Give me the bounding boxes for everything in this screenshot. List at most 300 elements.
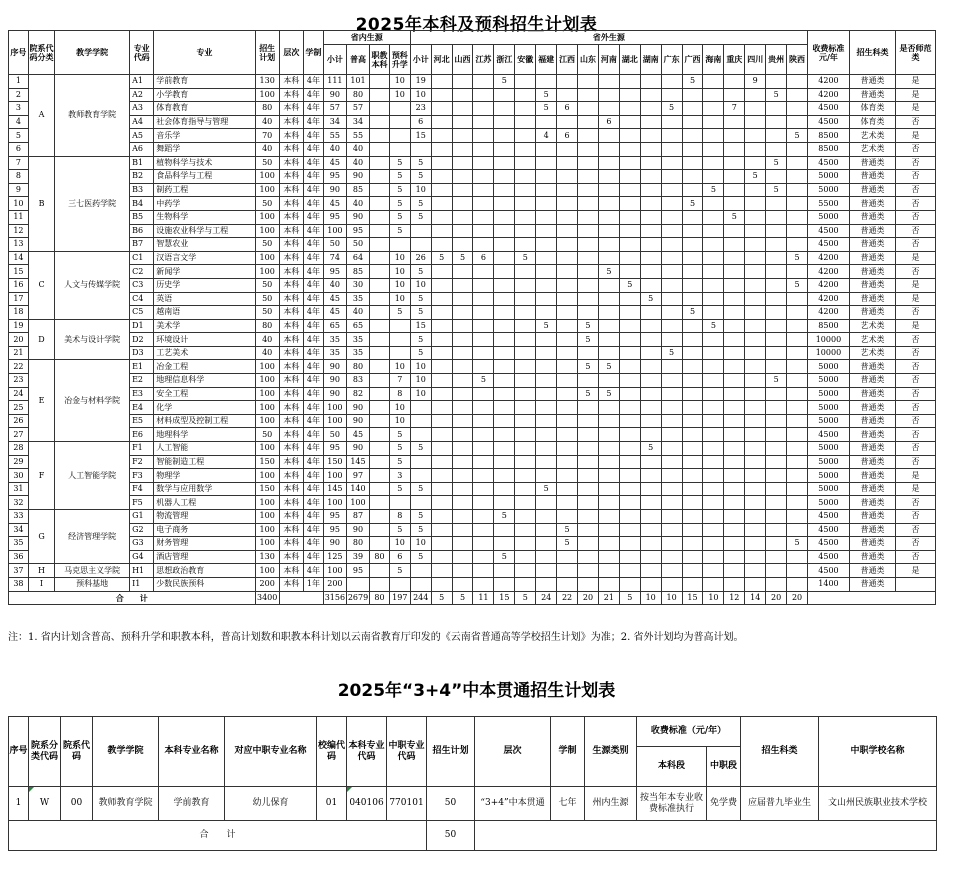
- row-province-count: [452, 387, 473, 401]
- row-seq: 13: [9, 238, 29, 252]
- row-province-count: [494, 564, 515, 578]
- row-fee: 4200: [808, 292, 850, 306]
- row-vocational: [370, 75, 390, 89]
- row-province-count: [536, 170, 557, 184]
- row-normal: 否: [896, 115, 936, 129]
- row-normal: 否: [896, 333, 936, 347]
- row-fee: 5000: [808, 469, 850, 483]
- row-major: 制药工程: [154, 183, 255, 197]
- table-row: [9, 428, 936, 442]
- row-province-count: [598, 319, 619, 333]
- row-province-count: [598, 442, 619, 456]
- row-province-count: [724, 333, 745, 347]
- row-province-count: [745, 251, 766, 265]
- row-vocational: [370, 319, 390, 333]
- row-prep: 10: [389, 401, 410, 415]
- row-province-count: [578, 115, 599, 129]
- row-plan: 100: [255, 387, 279, 401]
- row-major: 地理信息科学: [154, 374, 255, 388]
- row-vocational: [370, 401, 390, 415]
- row-province-count: [452, 306, 473, 320]
- row-province-count: [494, 428, 515, 442]
- row-plan: 50: [255, 278, 279, 292]
- row-province-count: [557, 88, 578, 102]
- row-province-count: [703, 401, 724, 415]
- row-province-count: [787, 197, 808, 211]
- row-province-count: [431, 210, 452, 224]
- row-fee: 5500: [808, 197, 850, 211]
- table-row: [9, 210, 936, 224]
- row-category: 普通类: [849, 401, 895, 415]
- row-major: 化学: [154, 401, 255, 415]
- row-fee: 5000: [808, 374, 850, 388]
- row-province-count: [598, 401, 619, 415]
- row-vocational: [370, 251, 390, 265]
- row-province-count: [557, 387, 578, 401]
- row-years: 4年: [304, 210, 324, 224]
- row-province-count: [598, 183, 619, 197]
- row-province-count: [724, 170, 745, 184]
- row-out-subtotal: 5: [410, 346, 431, 360]
- row-province-count: [494, 414, 515, 428]
- row-out-subtotal: 19: [410, 75, 431, 89]
- row-province-count: [431, 387, 452, 401]
- total-row: [9, 591, 936, 605]
- row-province-count: [578, 197, 599, 211]
- row-normal: 是: [896, 482, 936, 496]
- row-level: 本科: [279, 387, 303, 401]
- t1-h-province: 浙江: [494, 45, 515, 75]
- row-province-count: [536, 537, 557, 551]
- row-province-count: 5: [766, 88, 787, 102]
- row-province-count: [452, 224, 473, 238]
- row-province-count: [661, 319, 682, 333]
- row-province-count: [431, 428, 452, 442]
- row-province-count: 6: [598, 115, 619, 129]
- table-row: [9, 75, 936, 89]
- row-province-count: [536, 292, 557, 306]
- row-province-count: [766, 482, 787, 496]
- t1-h-province: 安徽: [515, 45, 536, 75]
- row-in-subtotal: 45: [323, 306, 346, 320]
- row-province-count: [766, 129, 787, 143]
- row-vocational: [370, 88, 390, 102]
- row-major: 智慧农业: [154, 238, 255, 252]
- row-seq: 26: [9, 414, 29, 428]
- t1-h-province: 四川: [745, 45, 766, 75]
- row-plan: 100: [255, 469, 279, 483]
- row-province-count: [640, 224, 661, 238]
- row-plan: 100: [255, 537, 279, 551]
- row-province-count: [473, 102, 494, 116]
- row-province-count: [431, 238, 452, 252]
- table-row: [9, 306, 936, 320]
- row-province-count: [598, 238, 619, 252]
- row-province-count: [515, 550, 536, 564]
- row-province-count: [452, 414, 473, 428]
- row-province-count: [452, 265, 473, 279]
- row-province-count: [494, 401, 515, 415]
- row-major-code: G3: [130, 537, 154, 551]
- t2-fee-zz: 免学费: [707, 787, 741, 821]
- row-in-subtotal: 90: [323, 374, 346, 388]
- row-province-count: [598, 156, 619, 170]
- row-province-count: [787, 577, 808, 591]
- row-years: 4年: [304, 523, 324, 537]
- row-province-count: [452, 496, 473, 510]
- row-fee: 5000: [808, 401, 850, 415]
- row-fee: 4500: [808, 537, 850, 551]
- row-out-subtotal: [410, 238, 431, 252]
- group-letter: G: [28, 510, 54, 564]
- row-normal: 否: [896, 306, 936, 320]
- row-prep: 6: [389, 550, 410, 564]
- row-province-count: 5: [724, 210, 745, 224]
- row-province-count: [431, 183, 452, 197]
- table-row: [9, 333, 936, 347]
- row-province-count: [766, 197, 787, 211]
- row-province-count: [703, 102, 724, 116]
- row-general: 57: [346, 102, 369, 116]
- row-province-count: [787, 428, 808, 442]
- row-plan: 100: [255, 360, 279, 374]
- row-province-count: [598, 88, 619, 102]
- row-province-count: [578, 238, 599, 252]
- row-province-count: [452, 319, 473, 333]
- row-general: 45: [346, 428, 369, 442]
- row-province-count: [682, 115, 703, 129]
- total-empty: [279, 591, 323, 605]
- t2-h-years: 学制: [551, 717, 585, 787]
- row-vocational: [370, 333, 390, 347]
- row-province-count: [703, 142, 724, 156]
- row-prep: 10: [389, 251, 410, 265]
- row-general: 83: [346, 374, 369, 388]
- row-seq: 30: [9, 469, 29, 483]
- row-province-count: [515, 455, 536, 469]
- row-vocational: [370, 170, 390, 184]
- row-province-count: [598, 469, 619, 483]
- row-province-count: [536, 115, 557, 129]
- row-level: 本科: [279, 224, 303, 238]
- row-category: 普通类: [849, 170, 895, 184]
- row-province-count: [661, 414, 682, 428]
- row-province-count: [766, 469, 787, 483]
- row-province-count: 7: [724, 102, 745, 116]
- row-province-count: [703, 360, 724, 374]
- row-province-count: [473, 469, 494, 483]
- row-province-count: [640, 278, 661, 292]
- row-vocational: [370, 537, 390, 551]
- row-province-count: [494, 251, 515, 265]
- row-province-count: [452, 333, 473, 347]
- row-years: 4年: [304, 129, 324, 143]
- row-years: 4年: [304, 292, 324, 306]
- total-province: 12: [724, 591, 745, 605]
- row-province-count: [682, 564, 703, 578]
- row-province-count: [745, 387, 766, 401]
- total-province: 14: [745, 591, 766, 605]
- row-province-count: [640, 482, 661, 496]
- row-province-count: [578, 482, 599, 496]
- row-province-count: [515, 496, 536, 510]
- row-vocational: [370, 210, 390, 224]
- row-seq: 11: [9, 210, 29, 224]
- row-province-count: [640, 537, 661, 551]
- row-province-count: [619, 564, 640, 578]
- total-province: 10: [661, 591, 682, 605]
- row-province-count: [640, 401, 661, 415]
- row-province-count: [682, 156, 703, 170]
- row-major-code: G2: [130, 523, 154, 537]
- row-out-subtotal: 15: [410, 319, 431, 333]
- row-province-count: [431, 374, 452, 388]
- row-fee: 4200: [808, 75, 850, 89]
- row-province-count: [787, 401, 808, 415]
- row-major: 环境设计: [154, 333, 255, 347]
- row-out-subtotal: [410, 469, 431, 483]
- row-category: 普通类: [849, 455, 895, 469]
- row-plan: 100: [255, 414, 279, 428]
- row-province-count: [787, 333, 808, 347]
- row-level: 本科: [279, 455, 303, 469]
- row-province-count: [536, 360, 557, 374]
- row-province-count: [724, 142, 745, 156]
- t1-h-province: 广西: [682, 45, 703, 75]
- row-vocational: [370, 469, 390, 483]
- t2-h-plan: 招生计划: [427, 717, 475, 787]
- row-province-count: [745, 115, 766, 129]
- total-province: 5: [515, 591, 536, 605]
- row-years: 4年: [304, 387, 324, 401]
- row-province-count: [431, 455, 452, 469]
- row-province-count: [745, 333, 766, 347]
- row-province-count: [787, 360, 808, 374]
- t2-h-seq: 序号: [9, 717, 29, 787]
- row-years: 4年: [304, 442, 324, 456]
- row-province-count: [619, 414, 640, 428]
- row-province-count: [473, 319, 494, 333]
- row-province-count: [473, 523, 494, 537]
- row-province-count: [724, 455, 745, 469]
- row-out-subtotal: 5: [410, 482, 431, 496]
- row-seq: 24: [9, 387, 29, 401]
- row-years: 4年: [304, 564, 324, 578]
- row-plan: 50: [255, 238, 279, 252]
- row-seq: 16: [9, 278, 29, 292]
- row-province-count: [745, 401, 766, 415]
- row-category: 普通类: [849, 306, 895, 320]
- row-province-count: [619, 496, 640, 510]
- row-major-code: A2: [130, 88, 154, 102]
- row-province-count: [578, 306, 599, 320]
- row-province-count: [661, 306, 682, 320]
- row-level: 本科: [279, 577, 303, 591]
- row-plan: 100: [255, 170, 279, 184]
- row-province-count: [452, 238, 473, 252]
- row-province-count: 5: [745, 170, 766, 184]
- row-province-count: [473, 537, 494, 551]
- row-years: 4年: [304, 360, 324, 374]
- row-general: 64: [346, 251, 369, 265]
- t1-h-dept-code: 院系代码分类: [28, 31, 54, 75]
- row-plan: 100: [255, 265, 279, 279]
- row-province-count: [431, 414, 452, 428]
- row-category: 普通类: [849, 75, 895, 89]
- row-major-code: A6: [130, 142, 154, 156]
- row-province-count: [766, 115, 787, 129]
- row-category: 普通类: [849, 414, 895, 428]
- row-fee: 5000: [808, 360, 850, 374]
- row-province-count: 5: [536, 482, 557, 496]
- row-province-count: [619, 455, 640, 469]
- row-province-count: [619, 156, 640, 170]
- row-province-count: [661, 278, 682, 292]
- row-province-count: [703, 510, 724, 524]
- row-province-count: [703, 442, 724, 456]
- row-province-count: [557, 115, 578, 129]
- row-province-count: [787, 496, 808, 510]
- row-in-subtotal: 74: [323, 251, 346, 265]
- row-province-count: [682, 129, 703, 143]
- row-province-count: [578, 577, 599, 591]
- row-years: 4年: [304, 346, 324, 360]
- row-province-count: [703, 387, 724, 401]
- row-province-count: [682, 238, 703, 252]
- row-major: 新闻学: [154, 265, 255, 279]
- row-province-count: [682, 496, 703, 510]
- row-province-count: [473, 170, 494, 184]
- row-province-count: [682, 278, 703, 292]
- row-province-count: 5: [536, 88, 557, 102]
- row-major: 社会体育指导与管理: [154, 115, 255, 129]
- row-major: 音乐学: [154, 129, 255, 143]
- t2-total-plan: 50: [427, 821, 475, 851]
- row-province-count: [745, 319, 766, 333]
- row-level: 本科: [279, 346, 303, 360]
- t2-major: 学前教育: [159, 787, 225, 821]
- row-province-count: [661, 75, 682, 89]
- t1-h-province: 湖南: [640, 45, 661, 75]
- row-province-count: [661, 292, 682, 306]
- row-fee: 4500: [808, 102, 850, 116]
- row-province-count: [766, 224, 787, 238]
- t1-h-prep: 预科升学: [389, 45, 410, 75]
- row-in-subtotal: 34: [323, 115, 346, 129]
- row-province-count: [766, 442, 787, 456]
- row-province-count: [619, 142, 640, 156]
- row-province-count: 5: [473, 374, 494, 388]
- row-in-subtotal: 90: [323, 537, 346, 551]
- row-major: 汉语言文学: [154, 251, 255, 265]
- row-general: 40: [346, 156, 369, 170]
- row-province-count: [431, 482, 452, 496]
- row-province-count: [598, 510, 619, 524]
- row-out-subtotal: 5: [410, 210, 431, 224]
- row-prep: 3: [389, 469, 410, 483]
- row-province-count: [536, 442, 557, 456]
- row-province-count: [452, 537, 473, 551]
- row-province-count: [703, 482, 724, 496]
- row-major-code: B2: [130, 170, 154, 184]
- row-general: 40: [346, 197, 369, 211]
- row-level: 本科: [279, 428, 303, 442]
- row-province-count: [557, 142, 578, 156]
- row-major: 物理学: [154, 469, 255, 483]
- row-province-count: [745, 414, 766, 428]
- row-province-count: [619, 224, 640, 238]
- row-province-count: [578, 374, 599, 388]
- row-fee: 8500: [808, 319, 850, 333]
- row-major-code: C1: [130, 251, 154, 265]
- row-province-count: [640, 414, 661, 428]
- table-row: [9, 401, 936, 415]
- row-plan: 150: [255, 482, 279, 496]
- row-prep: 5: [389, 197, 410, 211]
- row-years: 4年: [304, 197, 324, 211]
- t1-h-in-province: 省内生源: [323, 31, 410, 45]
- row-province-count: [515, 102, 536, 116]
- total-province: 10: [703, 591, 724, 605]
- row-province-count: [578, 75, 599, 89]
- row-fee: 8500: [808, 129, 850, 143]
- row-major: 学前教育: [154, 75, 255, 89]
- table-row: [9, 319, 936, 333]
- row-plan: 80: [255, 319, 279, 333]
- row-fee: 4500: [808, 156, 850, 170]
- row-province-count: [515, 238, 536, 252]
- row-category: 普通类: [849, 183, 895, 197]
- row-province-count: [745, 183, 766, 197]
- row-province-count: [619, 387, 640, 401]
- row-province-count: [557, 265, 578, 279]
- row-province-count: [682, 537, 703, 551]
- table-row: [9, 292, 936, 306]
- row-province-count: [515, 564, 536, 578]
- row-in-subtotal: 95: [323, 265, 346, 279]
- row-province-count: [745, 129, 766, 143]
- row-prep: 5: [389, 523, 410, 537]
- row-normal: 否: [896, 510, 936, 524]
- row-province-count: [515, 510, 536, 524]
- row-province-count: [745, 102, 766, 116]
- row-province-count: [515, 401, 536, 415]
- row-major-code: F5: [130, 496, 154, 510]
- row-province-count: [766, 523, 787, 537]
- row-province-count: 5: [787, 129, 808, 143]
- row-province-count: [724, 265, 745, 279]
- row-province-count: [745, 197, 766, 211]
- row-prep: 5: [389, 224, 410, 238]
- row-major: 美术学: [154, 319, 255, 333]
- row-years: 4年: [304, 550, 324, 564]
- t1-h-vocational: 职教本科: [370, 45, 390, 75]
- row-province-count: [598, 170, 619, 184]
- row-category: 普通类: [849, 510, 895, 524]
- row-province-count: [598, 577, 619, 591]
- row-province-count: [703, 197, 724, 211]
- row-major: 越南语: [154, 306, 255, 320]
- row-major-code: B1: [130, 156, 154, 170]
- row-province-count: [766, 414, 787, 428]
- row-province-count: [598, 550, 619, 564]
- t2-code: 00: [61, 787, 93, 821]
- row-province-count: [661, 537, 682, 551]
- row-province-count: [661, 224, 682, 238]
- group-letter: D: [28, 319, 54, 360]
- row-province-count: [431, 523, 452, 537]
- row-province-count: [745, 537, 766, 551]
